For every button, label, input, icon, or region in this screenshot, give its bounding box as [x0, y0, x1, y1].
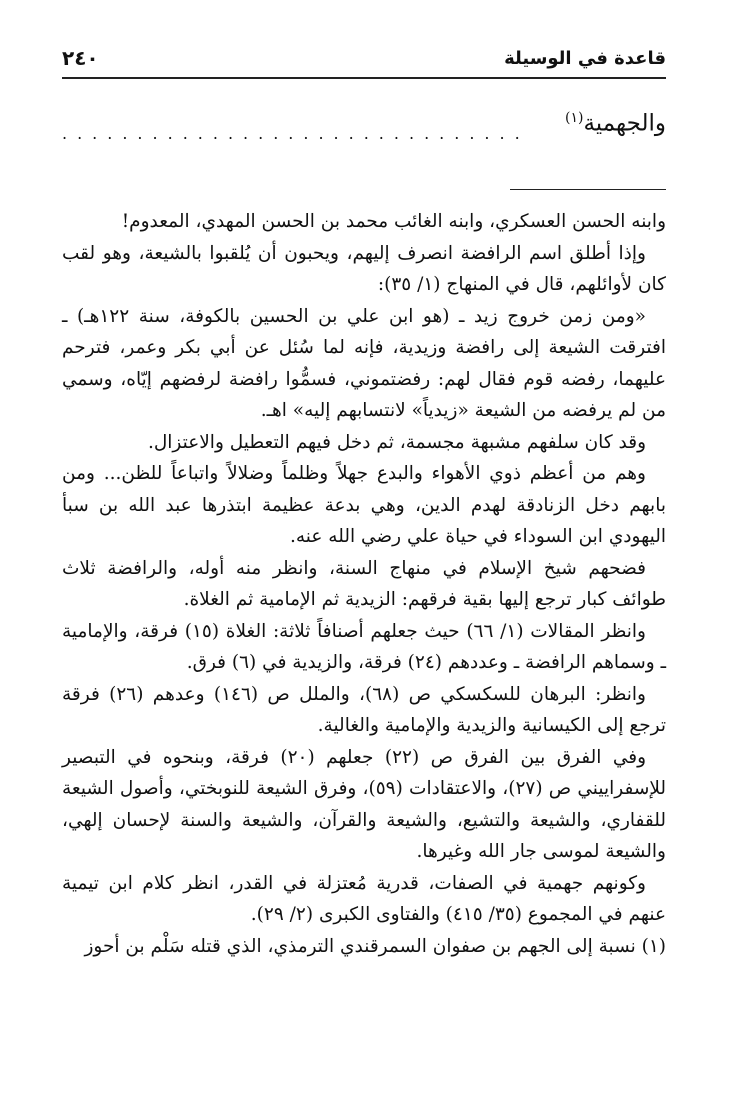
page-number: ٢٤٠	[62, 46, 99, 70]
note-paragraph: وفي الفرق بين الفرق ص (٢٢) جعلهم (٢٠) فرقة، وبنحوه في التبصير للإسفراييني ص (٢٧)، والاعتقادات (٥٩)، وفرق الشيعة للنوبختي، وأصول الشيعة للقفاري، والشيعة والتشيع، والشيعة والقرآن، والشيعة والسنة لإحسان إلهي، والشيعة لموسى جار الله وغيرها.	[62, 746, 666, 862]
note-paragraph: «ومن زمن خروج زيد ـ (هو ابن علي بن الحسين بالكوفة، سنة ١٢٢هـ) ـ افترقت الشيعة إلى رافضة وزيدية، فإنه لما سُئل عن أبي بكر وعمر، فترحم عليهما، رفضه قوم فقال لهم: رفضتموني، فسمُّوا رافضة لرفضهم إيّاه، وسمي من لم يرفضه من الشيعة «زيدياً» لانتسابهم إليه» اهـ.	[62, 305, 666, 421]
footnote-separator	[510, 189, 666, 190]
header-rule	[62, 77, 666, 79]
running-header	[62, 42, 666, 74]
footnote-1: (١) نسبة إلى الجهم بن صفوان السمرقندي الترمذي، الذي قتله سَلْم بن أحوز	[84, 935, 666, 957]
note-paragraph: وانظر المقالات (١/ ٦٦) حيث جعلهم أصنافاً ثلاثة: الغلاة (١٥) فرقة، والإمامية ـ وسماهم الرافضة ـ وعددهم (٢٤) فرقة، والزيدية في (٦) فرق.	[62, 620, 666, 673]
note-paragraph: فضحهم شيخ الإسلام في منهاج السنة، وانظر منه أوله، والرافضة ثلاث طوائف كبار ترجع إليها بقية فرقهم: الزيدية ثم الإمامية ثم الغلاة.	[62, 557, 666, 610]
note-paragraph: وانظر: البرهان للسكسكي ص (٦٨)، والملل ص (١٤٦) وعدهم (٢٦) فرقة ترجع إلى الكيسانية والزيدية والإمامية والغالية.	[62, 683, 666, 736]
note-paragraph: وهم من أعظم ذوي الأهواء والبدع جهلاً وظلماً وضلالاً واتباعاً للظن... ومن بابهم دخل الزنادقة لهدم الدين، وهي بدعة عظيمة ابتذرها عبد الله بن سبأ اليهودي ابن السوداء في حياة علي رضي الله عنه.	[62, 463, 666, 547]
main-text-line	[62, 110, 666, 146]
note-paragraph: وقد كان سلفهم مشبهة مجسمة، ثم دخل فيهم التعطيل والاعتزال.	[147, 431, 646, 453]
note-paragraph: وكونهم جهمية في الصفات، قدرية مُعتزلة في القدر، انظر كلام ابن تيمية عنهم في المجموع (٣٥/ ٤١٥) والفتاوى الكبرى (٢/ ٢٩).	[62, 872, 666, 925]
ellipsis-dots: ...............................	[62, 124, 530, 143]
main-word: والجهمية	[583, 110, 666, 137]
footnotes	[62, 206, 666, 962]
note-paragraph: وابنه الحسن العسكري، وابنه الغائب محمد بن الحسن المهدي، المعدوم!	[121, 211, 666, 232]
main-text	[565, 110, 666, 137]
note-paragraph: وإذا أطلق اسم الرافضة انصرف إليهم، ويحبون أن يُلقبوا بالشيعة، وهو لقب كان لأوائلهم، قال في المنهاج (١/ ٣٥):	[62, 242, 666, 295]
running-title: قاعدة في الوسيلة	[504, 48, 666, 69]
footnote-marker: (١)	[565, 110, 584, 126]
